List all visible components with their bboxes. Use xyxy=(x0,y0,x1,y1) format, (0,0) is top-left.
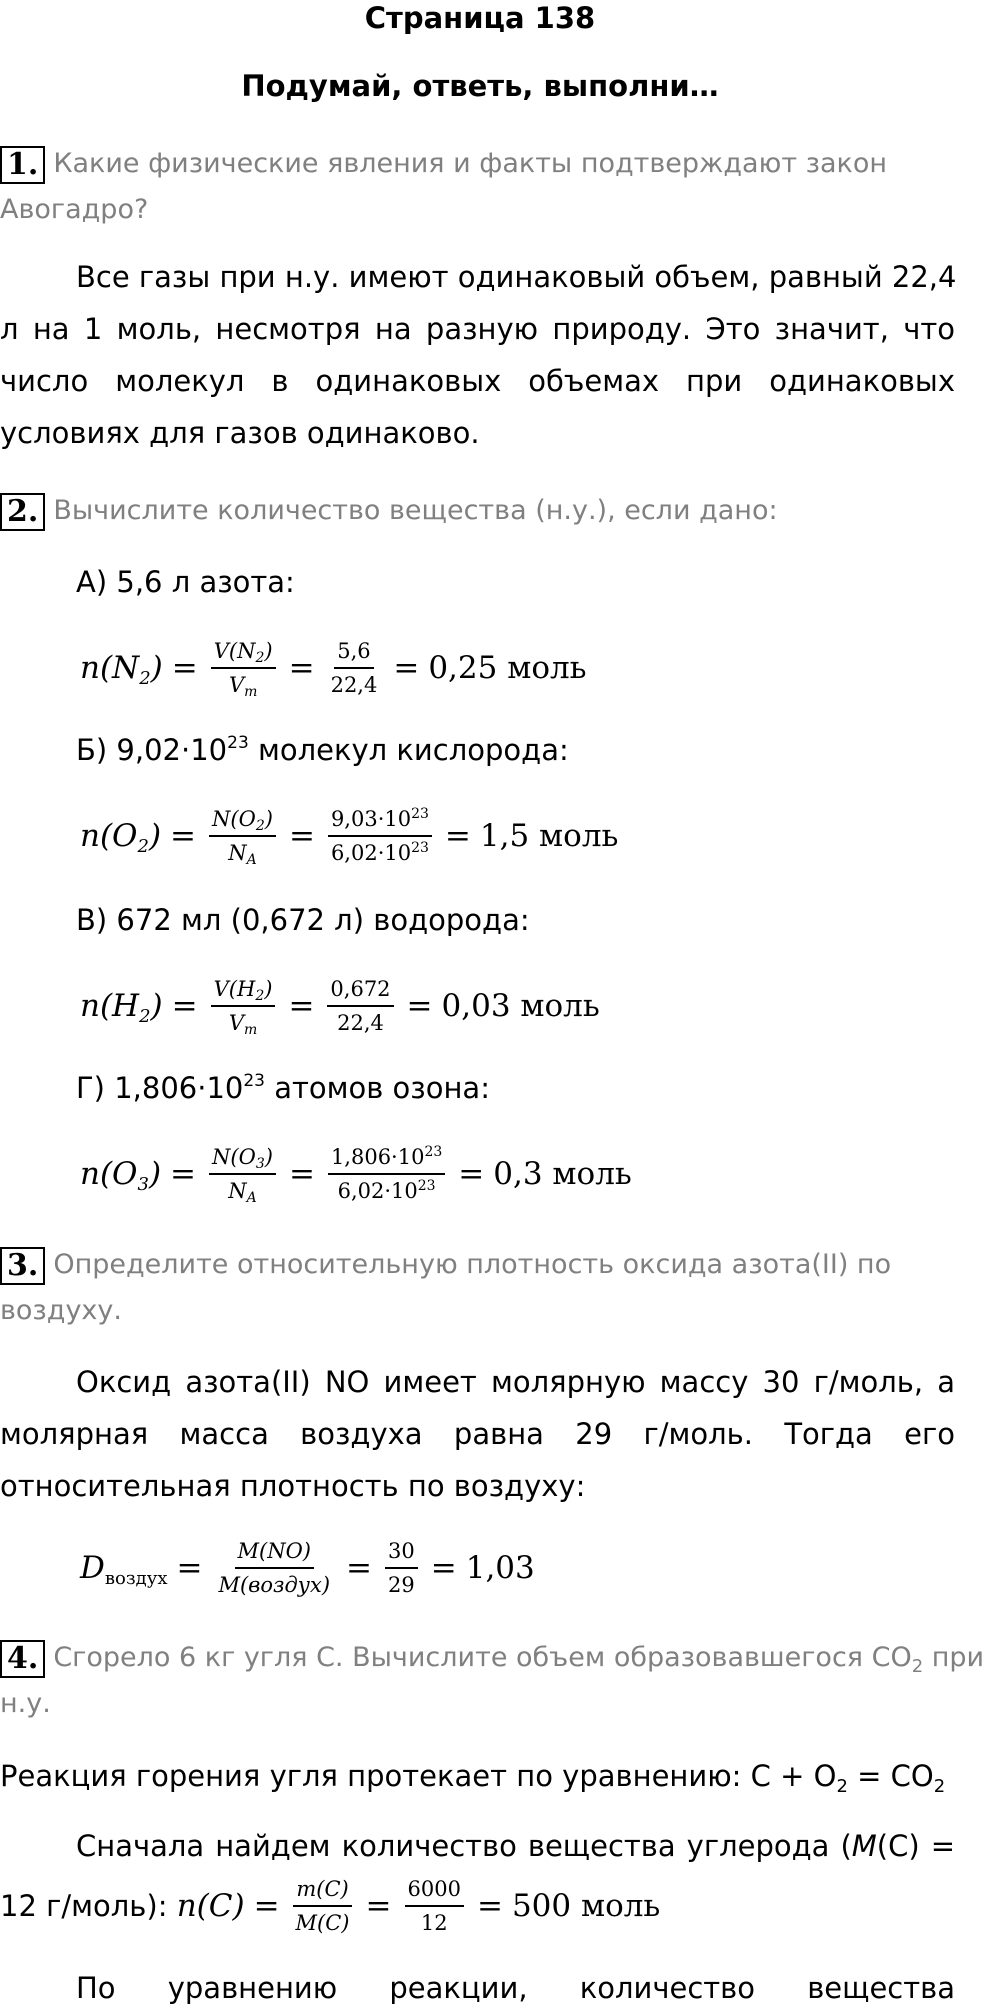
formula-c: $n(H_2)$ = $\frac{V(H_2)}{V_m}$ = $\frac{0,672}{22,4}$ = 0,03 моль xyxy=(80,977,600,1038)
question-text: воздуху. xyxy=(0,1295,122,1326)
formula-d: $n(O_3)$ = $\frac{N(O_3)}{N_A}$ = $\frac{1,806\cdot 10^{23}}{6,02\cdot 10^{23}}$ = 0,3 моль xyxy=(80,1144,632,1206)
answer-line: л на 1 моль, несмотря на разную природу. Это значит, что xyxy=(0,312,955,346)
question-4: 4. Сгорело 6 кг угля C. Вычислите объем образовавшегося $CO_2$ при xyxy=(0,1635,955,1681)
formula-a: $n(N_2)$ = $\frac{V(N_2)}{V_m}$ = $\frac{5,6}{22,4}$ = 0,25 моль xyxy=(80,639,587,700)
question-text: Сгорело 6 кг угля C. Вычислите объем образовавшегося CO xyxy=(53,1642,912,1673)
question-number: 3. xyxy=(0,1247,45,1285)
item-label: А) 5,6 л азота: xyxy=(76,565,295,599)
question-text: Вычислите количество вещества (н.у.), если дано: xyxy=(53,495,778,526)
question-number: 4. xyxy=(0,1640,45,1678)
formula-carbon: n(C) = $\frac{m(C)}{M(C)}$ = $\frac{6000}{12}$ = 500 моль xyxy=(176,1877,661,1935)
formula-density: $D_{воздух}$ = $\frac{M(NO)}{\text{M(воздух)}}$ = $\frac{30}{29}$ = 1,03 xyxy=(80,1539,535,1597)
answer-line: условиях для газов одинаково. xyxy=(0,416,480,450)
question-text: Определите относительную плотность оксида азота(II) по xyxy=(53,1249,892,1280)
answer-line: Все газы при н.у. имеют одинаковый объем, равный 22,4 xyxy=(76,260,957,294)
formula-b: $n(O_2)$ = $\frac{N(O_2)}{N_A}$ = $\frac{9,03\cdot 10^{23}}{6,02\cdot 10^{23}}$ = 1,5 моль xyxy=(80,806,619,868)
question-1 xyxy=(0,141,955,187)
answer-line: 12 г/моль): n(C) = $\frac{m(C)}{M(C)}$ = $\frac{6000}{12}$ = 500 моль xyxy=(0,1877,661,1935)
answer-line: относительная плотность по воздуху: xyxy=(0,1469,586,1503)
question-text: Авогадро? xyxy=(0,194,149,225)
reaction-equation: Реакция горения угля протекает по уравнению: $C + O_2 = CO_2$ xyxy=(0,1759,946,1797)
question-2 xyxy=(0,488,955,534)
question-3 xyxy=(0,1242,955,1288)
answer-line: Оксид азота(II) NO имеет молярную массу 30 г/моль, а xyxy=(76,1365,955,1399)
question-text: н.у. xyxy=(0,1688,51,1719)
item-label: В) 672 мл (0,672 л) водорода: xyxy=(76,903,530,937)
question-number: 2. xyxy=(0,493,45,531)
section-title: Подумай, ответь, выполни… xyxy=(241,69,719,103)
answer-line: молярная масса воздуха равна 29 г/моль. Тогда его xyxy=(0,1417,955,1451)
question-number: 1. xyxy=(0,146,45,184)
question-text: Какие физические явления и факты подтверждают закон xyxy=(53,148,888,179)
item-label: Г) $1,806\cdot 10^{23}$ атомов озона: xyxy=(76,1071,490,1105)
answer-line: число молекул в одинаковых объемах при одинаковых xyxy=(0,364,955,398)
item-label: Б) $9,02\cdot 10^{23}$ молекул кислорода: xyxy=(76,733,569,767)
answer-line: Сначала найдем количество вещества углерода (M(C) = xyxy=(76,1829,955,1863)
answer-line: По уравнению реакции, количество вещества xyxy=(76,1971,955,2005)
page-title: Страница 138 xyxy=(364,1,596,35)
